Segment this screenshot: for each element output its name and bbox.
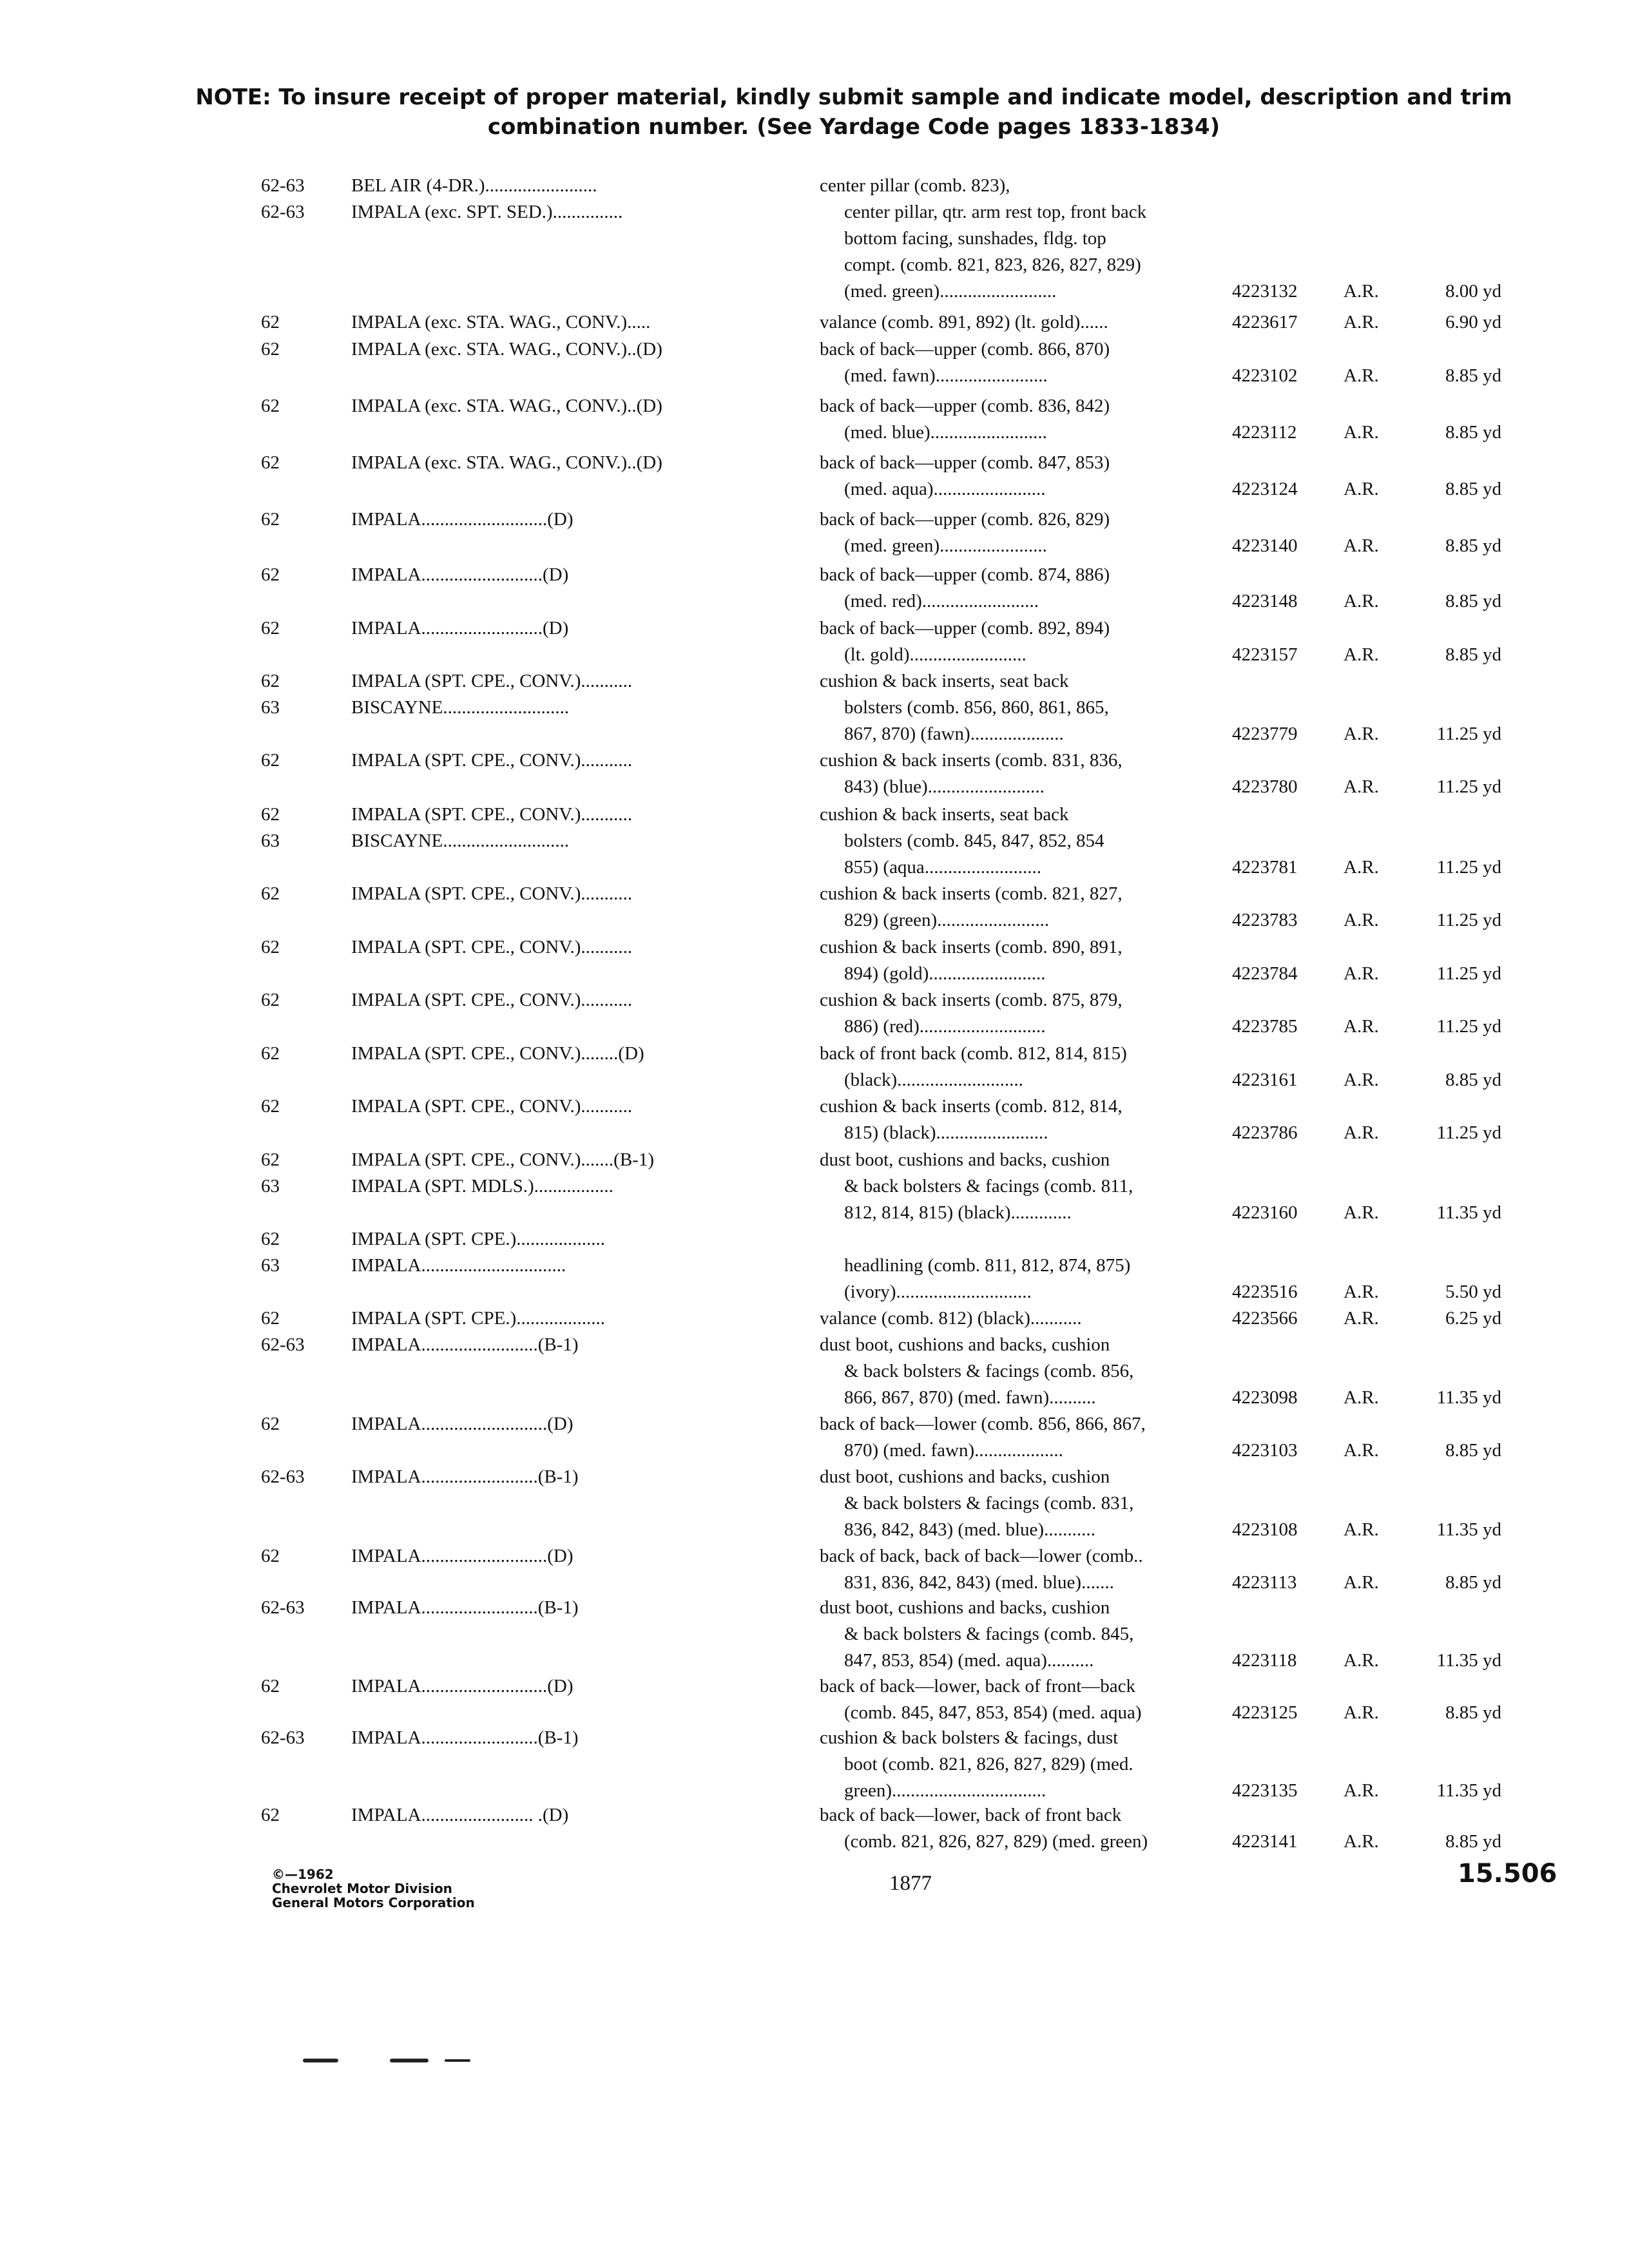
model-year: 62 (261, 1805, 280, 1825)
model-year: 62 (261, 804, 280, 825)
copyright-corporation: General Motors Corporation (272, 1895, 475, 1910)
model-name: BISCAYNE........................... (351, 697, 570, 718)
part-number: 4223098 (1232, 1387, 1298, 1408)
quantity: A.R. (1344, 1202, 1379, 1223)
part-number: 4223140 (1232, 535, 1298, 556)
part-description: valance (comb. 812) (black)........... (820, 1308, 1082, 1329)
part-description: cushion & back inserts, seat back (820, 804, 1069, 825)
model-year: 62 (261, 312, 280, 332)
model-name: IMPALA (SPT. CPE.)................... (351, 1308, 605, 1329)
part-description: (med. red)......................... (844, 591, 1039, 611)
yardage: 11.25 yd (1436, 963, 1501, 984)
model-name: BISCAYNE........................... (351, 831, 570, 851)
part-number: 4223113 (1232, 1572, 1297, 1593)
order-note (193, 82, 1514, 142)
model-name: IMPALA...........................(D) (351, 509, 574, 530)
yardage: 8.85 yd (1445, 644, 1501, 665)
quantity: A.R. (1344, 776, 1379, 797)
yardage: 6.25 yd (1445, 1308, 1501, 1329)
model-name: IMPALA...........................(D) (351, 1414, 574, 1434)
model-name: IMPALA (SPT. CPE., CONV.)........... (351, 883, 633, 904)
part-description: back of front back (comb. 812, 814, 815) (820, 1043, 1127, 1064)
part-description: dust boot, cushions and backs, cushion (820, 1466, 1110, 1487)
quantity: A.R. (1344, 644, 1379, 665)
part-description: & back bolsters & facings (comb. 831, (844, 1493, 1134, 1514)
part-number: 4223157 (1232, 644, 1298, 665)
model-name: IMPALA...........................(D) (351, 1546, 574, 1566)
part-number: 4223118 (1232, 1650, 1297, 1671)
model-name: IMPALA..........................(D) (351, 618, 569, 639)
model-year: 62-63 (261, 202, 305, 222)
part-description: cushion & back inserts, seat back (820, 671, 1069, 691)
part-description: (med. green)....................... (844, 535, 1047, 556)
part-description: (black)........................... (844, 1070, 1023, 1090)
part-description: dust boot, cushions and backs, cushion (820, 1597, 1110, 1618)
yardage: 8.85 yd (1445, 479, 1501, 499)
quantity: A.R. (1344, 1122, 1379, 1143)
part-number: 4223516 (1232, 1282, 1298, 1302)
part-description: back of back—upper (comb. 836, 842) (820, 396, 1110, 416)
part-number: 4223132 (1232, 281, 1298, 302)
part-description: 855) (aqua......................... (844, 857, 1042, 878)
yardage: 8.85 yd (1445, 591, 1501, 611)
part-number: 4223125 (1232, 1702, 1298, 1723)
model-year: 62 (261, 990, 280, 1010)
part-description: cushion & back inserts (comb. 812, 814, (820, 1096, 1123, 1117)
model-year: 62-63 (261, 1597, 305, 1618)
model-name: IMPALA (SPT. CPE.)................... (351, 1229, 605, 1249)
model-year: 62 (261, 1546, 280, 1566)
part-description: back of back—lower, back of front—back (820, 1676, 1136, 1696)
yardage: 11.25 yd (1436, 776, 1501, 797)
model-year: 62 (261, 618, 280, 639)
model-year: 62 (261, 937, 280, 957)
part-description: back of back—upper (comb. 892, 894) (820, 618, 1110, 639)
model-year: 62-63 (261, 1466, 305, 1487)
model-year: 62 (261, 509, 280, 530)
page-number: 1877 (889, 1872, 932, 1895)
yardage: 11.35 yd (1436, 1650, 1501, 1671)
quantity: A.R. (1344, 1070, 1379, 1090)
part-description: center pillar, qtr. arm rest top, front back (844, 202, 1147, 222)
part-description: cushion & back inserts (comb. 821, 827, (820, 883, 1123, 904)
model-name: BEL AIR (4-DR.)........................ (351, 175, 597, 196)
yardage: 8.00 yd (1445, 281, 1501, 302)
part-description: (comb. 845, 847, 853, 854) (med. aqua) (844, 1702, 1142, 1723)
part-description: back of back, back of back—lower (comb.. (820, 1546, 1143, 1566)
part-description: cushion & back bolsters & facings, dust (820, 1727, 1119, 1748)
model-year: 62 (261, 1676, 280, 1696)
model-year: 63 (261, 1176, 280, 1196)
part-number: 4223783 (1232, 910, 1298, 930)
quantity: A.R. (1344, 1308, 1379, 1329)
model-name: IMPALA (SPT. CPE., CONV.)........... (351, 1096, 633, 1117)
yardage: 11.35 yd (1436, 1387, 1501, 1408)
model-name: IMPALA..........................(D) (351, 564, 569, 585)
quantity: A.R. (1344, 857, 1379, 878)
part-description: (comb. 821, 826, 827, 829) (med. green) (844, 1831, 1148, 1852)
model-year: 62 (261, 750, 280, 771)
model-name: IMPALA............................... (351, 1255, 566, 1276)
model-name: IMPALA.........................(B-1) (351, 1597, 579, 1618)
part-number: 4223103 (1232, 1440, 1298, 1461)
quantity: A.R. (1344, 1780, 1379, 1801)
model-name: IMPALA (exc. STA. WAG., CONV.)..(D) (351, 339, 662, 360)
note-line-1: NOTE: To insure receipt of proper material, kindly submit sample and indicate model, description and trim (195, 84, 1512, 110)
yardage: 11.25 yd (1436, 910, 1501, 930)
part-number: 4223617 (1232, 312, 1298, 332)
yardage: 8.85 yd (1445, 1440, 1501, 1461)
part-description: back of back—upper (comb. 847, 853) (820, 452, 1110, 473)
model-name: IMPALA (SPT. CPE., CONV.).......(B-1) (351, 1149, 654, 1170)
model-name: IMPALA...........................(D) (351, 1676, 574, 1696)
part-description: back of back—upper (comb. 866, 870) (820, 339, 1110, 360)
part-number: 4223785 (1232, 1016, 1298, 1037)
part-description: cushion & back inserts (comb. 875, 879, (820, 990, 1123, 1010)
part-description: 815) (black)........................ (844, 1122, 1048, 1143)
yardage: 11.25 yd (1436, 1122, 1501, 1143)
yardage: 11.25 yd (1436, 724, 1501, 744)
copyright-division: Chevrolet Motor Division (272, 1881, 452, 1896)
model-name: IMPALA.........................(B-1) (351, 1334, 579, 1355)
part-number: 4223148 (1232, 591, 1298, 611)
part-description: bottom facing, sunshades, fldg. top (844, 228, 1106, 249)
part-number: 4223112 (1232, 422, 1297, 443)
part-description: 894) (gold)......................... (844, 963, 1046, 984)
part-description (820, 1226, 1226, 1253)
part-description: & back bolsters & facings (comb. 845, (844, 1624, 1134, 1644)
model-name: IMPALA (SPT. CPE., CONV.)........... (351, 750, 633, 771)
part-description: 812, 814, 815) (black)............. (844, 1202, 1072, 1223)
model-year: 62 (261, 1308, 280, 1329)
model-name: IMPALA (SPT. CPE., CONV.)........... (351, 804, 633, 825)
part-description: bolsters (comb. 845, 847, 852, 854 (844, 831, 1104, 851)
part-number: 4223160 (1232, 1202, 1298, 1223)
model-year: 62 (261, 883, 280, 904)
model-year: 62 (261, 671, 280, 691)
part-description: 831, 836, 842, 843) (med. blue)....... (844, 1572, 1114, 1593)
scan-mark (303, 2059, 338, 2062)
part-description: 866, 867, 870) (med. fawn).......... (844, 1387, 1096, 1408)
yardage: 11.35 yd (1436, 1780, 1501, 1801)
part-description: dust boot, cushions and backs, cushion (820, 1149, 1110, 1170)
part-description: (med. blue)......................... (844, 422, 1047, 443)
yardage: 6.90 yd (1445, 312, 1501, 332)
model-name: IMPALA (SPT. CPE., CONV.)........... (351, 671, 633, 691)
model-year: 62 (261, 452, 280, 473)
part-number: 4223784 (1232, 963, 1298, 984)
part-description: compt. (comb. 821, 823, 826, 827, 829) (844, 255, 1141, 275)
model-name: IMPALA (exc. STA. WAG., CONV.)..(D) (351, 452, 662, 473)
quantity: A.R. (1344, 365, 1379, 386)
part-description: 867, 870) (fawn).................... (844, 724, 1064, 744)
quantity: A.R. (1344, 591, 1379, 611)
part-description: valance (comb. 891, 892) (lt. gold)...... (820, 312, 1108, 332)
model-name: IMPALA (SPT. MDLS.)................. (351, 1176, 613, 1196)
quantity: A.R. (1344, 422, 1379, 443)
model-name: IMPALA........................ .(D) (351, 1805, 569, 1825)
model-year: 62 (261, 339, 280, 360)
part-description: bolsters (comb. 856, 860, 861, 865, (844, 697, 1109, 718)
model-year: 63 (261, 831, 280, 851)
part-number: 4223781 (1232, 857, 1298, 878)
quantity: A.R. (1344, 1440, 1379, 1461)
part-description: (med. aqua)........................ (844, 479, 1046, 499)
quantity: A.R. (1344, 1016, 1379, 1037)
model-name: IMPALA.........................(B-1) (351, 1727, 579, 1748)
yardage: 8.85 yd (1445, 1702, 1501, 1723)
yardage: 8.85 yd (1445, 422, 1501, 443)
yardage: 8.85 yd (1445, 1070, 1501, 1090)
part-number: 4223108 (1232, 1519, 1298, 1540)
part-number: 4223135 (1232, 1780, 1298, 1801)
part-description: & back bolsters & facings (comb. 856, (844, 1361, 1134, 1381)
part-description: 847, 853, 854) (med. aqua).......... (844, 1650, 1094, 1671)
part-number: 4223124 (1232, 479, 1298, 499)
yardage: 8.85 yd (1445, 1572, 1501, 1593)
part-description: back of back—lower, back of front back (820, 1805, 1122, 1825)
part-description: dust boot, cushions and backs, cushion (820, 1334, 1110, 1355)
part-description: 886) (red)........................... (844, 1016, 1046, 1037)
model-year: 63 (261, 1255, 280, 1276)
section-number: 15.506 (1458, 1859, 1557, 1888)
quantity: A.R. (1344, 1519, 1379, 1540)
part-description: boot (comb. 821, 826, 827, 829) (med. (844, 1754, 1133, 1774)
quantity: A.R. (1344, 281, 1379, 302)
part-description: cushion & back inserts (comb. 890, 891, (820, 937, 1123, 957)
model-year: 62 (261, 1229, 280, 1249)
yardage: 11.35 yd (1436, 1519, 1501, 1540)
part-number: 4223141 (1232, 1831, 1298, 1852)
part-description: 836, 842, 843) (med. blue)........... (844, 1519, 1095, 1540)
part-description: (med. green)......................... (844, 281, 1057, 302)
model-year: 62-63 (261, 175, 305, 196)
part-description: (ivory)............................. (844, 1282, 1032, 1302)
model-year: 62 (261, 1043, 280, 1064)
part-description: (med. fawn)........................ (844, 365, 1048, 386)
part-description: cushion & back inserts (comb. 831, 836, (820, 750, 1123, 771)
model-year: 62-63 (261, 1334, 305, 1355)
part-number: 4223779 (1232, 724, 1298, 744)
model-year: 62 (261, 1414, 280, 1434)
model-name: IMPALA (SPT. CPE., CONV.)........(D) (351, 1043, 644, 1064)
part-description: back of back—upper (comb. 826, 829) (820, 509, 1110, 530)
part-description: headlining (comb. 811, 812, 874, 875) (844, 1255, 1131, 1276)
yardage: 11.35 yd (1436, 1202, 1501, 1223)
quantity: A.R. (1344, 724, 1379, 744)
quantity: A.R. (1344, 535, 1379, 556)
scan-mark (445, 2059, 470, 2062)
quantity: A.R. (1344, 312, 1379, 332)
part-description: center pillar (comb. 823), (820, 175, 1010, 196)
model-year: 63 (261, 697, 280, 718)
yardage: 8.85 yd (1445, 1831, 1501, 1852)
part-description: back of back—lower (comb. 856, 866, 867, (820, 1414, 1146, 1434)
model-name: IMPALA (exc. STA. WAG., CONV.)..(D) (351, 396, 662, 416)
part-number: 4223786 (1232, 1122, 1298, 1143)
yardage: 11.25 yd (1436, 857, 1501, 878)
yardage: 11.25 yd (1436, 1016, 1501, 1037)
quantity: A.R. (1344, 1702, 1379, 1723)
yardage: 8.85 yd (1445, 365, 1501, 386)
part-number: 4223102 (1232, 365, 1298, 386)
model-year: 62 (261, 1149, 280, 1170)
quantity: A.R. (1344, 1282, 1379, 1302)
quantity: A.R. (1344, 1650, 1379, 1671)
part-number: 4223780 (1232, 776, 1298, 797)
quantity: A.R. (1344, 1387, 1379, 1408)
note-line-2: combination number. (See Yardage Code pages 1833-1834) (487, 114, 1220, 140)
part-number: 4223161 (1232, 1070, 1298, 1090)
part-description: 870) (med. fawn)................... (844, 1440, 1063, 1461)
yardage: 5.50 yd (1445, 1282, 1501, 1302)
model-name: IMPALA (SPT. CPE., CONV.)........... (351, 990, 633, 1010)
model-year: 62-63 (261, 1727, 305, 1748)
quantity: A.R. (1344, 1831, 1379, 1852)
part-description: back of back—upper (comb. 874, 886) (820, 564, 1110, 585)
part-description: 843) (blue)......................... (844, 776, 1045, 797)
part-description: green)................................. (844, 1780, 1046, 1801)
quantity: A.R. (1344, 479, 1379, 499)
model-name: IMPALA.........................(B-1) (351, 1466, 579, 1487)
copyright-block (272, 1867, 475, 1910)
model-year: 62 (261, 396, 280, 416)
yardage: 8.85 yd (1445, 535, 1501, 556)
part-description: 829) (green)........................ (844, 910, 1050, 930)
part-description: & back bolsters & facings (comb. 811, (844, 1176, 1133, 1196)
model-name: IMPALA (exc. STA. WAG., CONV.)..... (351, 312, 651, 332)
copyright-year: ©—1962 (272, 1867, 334, 1882)
scan-mark (390, 2059, 429, 2062)
model-year: 62 (261, 1096, 280, 1117)
quantity: A.R. (1344, 963, 1379, 984)
quantity: A.R. (1344, 1572, 1379, 1593)
model-name: IMPALA (exc. SPT. SED.)............... (351, 202, 623, 222)
quantity: A.R. (1344, 910, 1379, 930)
model-name: IMPALA (SPT. CPE., CONV.)........... (351, 937, 633, 957)
part-number: 4223566 (1232, 1308, 1298, 1329)
model-year: 62 (261, 564, 280, 585)
part-description: (lt. gold)......................... (844, 644, 1027, 665)
